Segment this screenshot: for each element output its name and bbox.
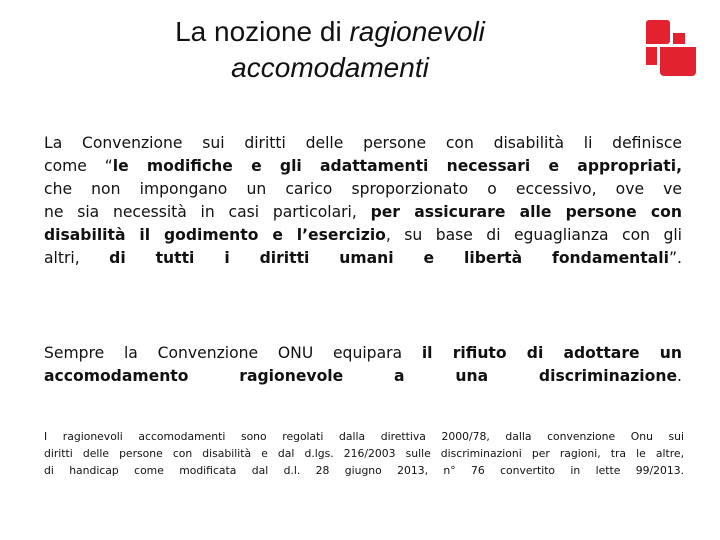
text: Sempre la Convenzione ONU equipara	[44, 344, 422, 362]
title-line-1	[100, 14, 560, 50]
paragraph-line	[44, 342, 682, 365]
bold-text: disabilità il godimento e l’esercizio	[44, 226, 386, 244]
paragraph-line	[44, 132, 682, 155]
paragraph-line	[44, 155, 682, 178]
paragraph-definition	[44, 132, 682, 270]
bold-text: le modifiche e gli adattamenti necessari e appropriati,	[112, 157, 682, 175]
logo-block-bottom-left	[646, 47, 657, 65]
footnote-line: di handicap come modificata dal d.l. 28 giugno 2013, n° 76 convertito in lette 99/2013.	[44, 464, 684, 477]
title-line-2	[100, 50, 560, 86]
text: altri,	[44, 249, 110, 267]
slide-title	[100, 14, 560, 86]
bold-text: accomodamento ragionevole a una discriminazione	[44, 367, 678, 385]
logo-block-small-top-right	[673, 33, 685, 44]
title-plain-text: La nozione di	[175, 16, 350, 47]
footnote	[44, 428, 684, 479]
text: che non impongano un carico sproporzionato o eccessivo, ove ve	[44, 180, 682, 198]
text: .	[677, 367, 682, 385]
footnote-line: I ragionevoli accomodamenti sono regolati dalla direttiva 2000/78, dalla convenzione Onu sui	[44, 430, 684, 443]
footnote-line: diritti delle persone con disabilità e dal d.lgs. 216/2003 sulle discriminazioni per ragioni, tra le altre,	[44, 447, 684, 460]
title-italic-text: ragionevoli	[349, 16, 485, 47]
text: come “	[44, 157, 113, 175]
title-italic-text-2: accomodamenti	[231, 52, 429, 83]
bold-text: di tutti i diritti umani e libertà fondamentali	[109, 249, 669, 267]
text: ”.	[668, 249, 682, 267]
bold-text: il rifiuto di adottare un	[421, 344, 682, 362]
paragraph-onu	[44, 342, 682, 388]
text: ne sia necessità in casi particolari,	[44, 203, 371, 221]
paragraph-line	[44, 201, 682, 224]
paragraph-line	[44, 365, 682, 388]
text: La Convenzione sui diritti delle persone con disabilità li definisce	[44, 134, 682, 152]
bold-text: per assicurare alle persone con	[370, 203, 682, 221]
logo-block-bottom-right	[660, 47, 696, 76]
logo-block-top-left	[646, 20, 670, 44]
paragraph-line	[44, 178, 682, 201]
paragraph-line	[44, 224, 682, 247]
red-blocks-logo	[646, 20, 696, 76]
text: , su base di eguaglianza con gli	[385, 226, 683, 244]
paragraph-line	[44, 247, 682, 270]
